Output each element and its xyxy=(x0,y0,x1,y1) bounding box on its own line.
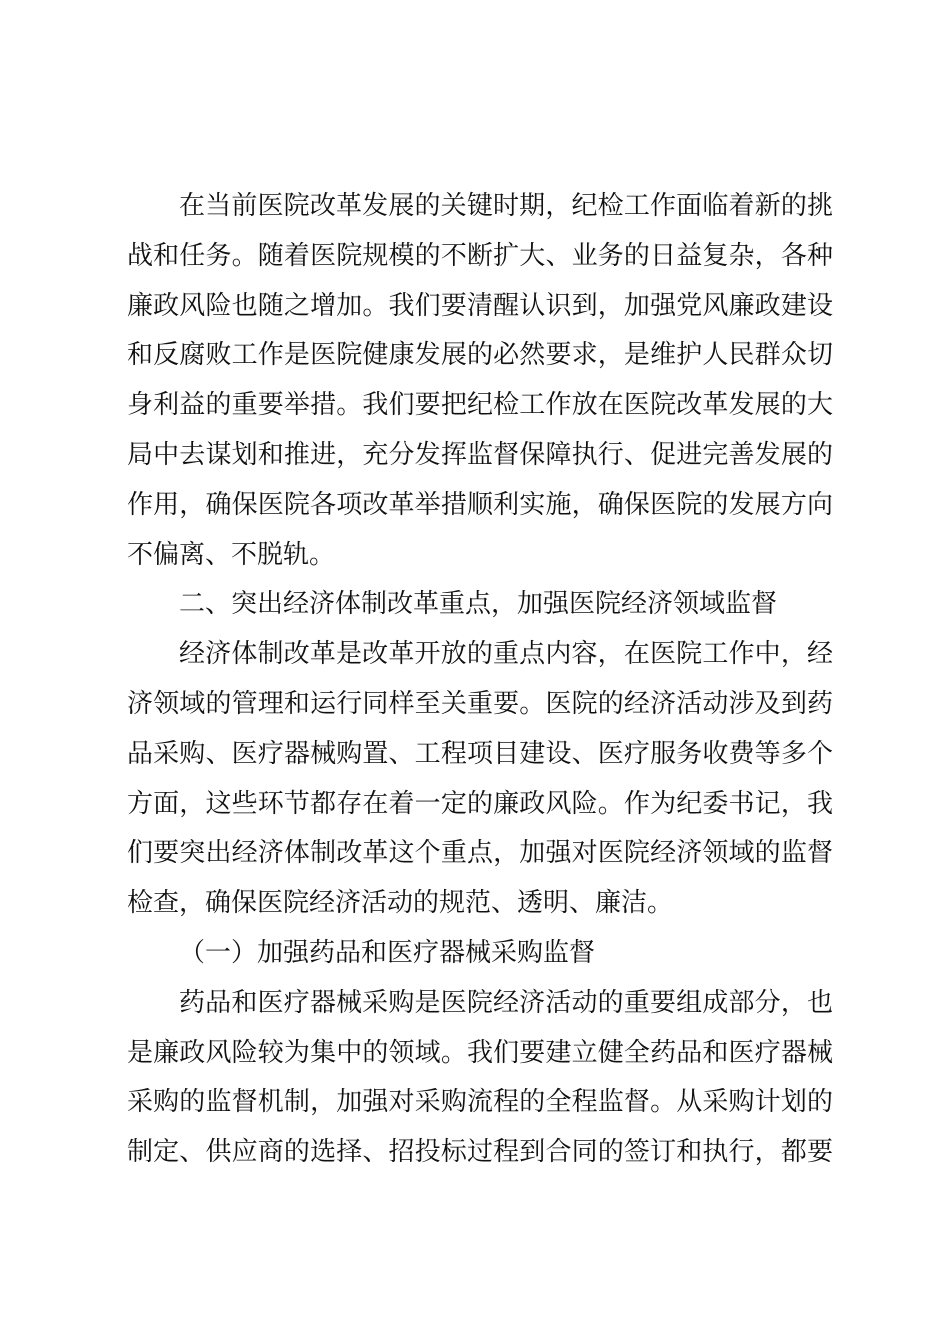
text-line: 在当前医院改革发展的关键时期，纪检工作面临着新的挑 xyxy=(179,191,833,221)
text-line: 战和任务。随着医院规模的不断扩大、业务的日益复杂，各种 xyxy=(127,240,833,271)
paragraph xyxy=(127,182,833,580)
section-heading xyxy=(127,929,833,979)
text-line: 经济体制改革是改革开放的重点内容，在医院工作中，经 xyxy=(179,639,833,670)
text-line: 检查，确保医院经济活动的规范、透明、廉洁。 xyxy=(127,888,674,919)
text-line: 济领域的管理和运行同样至关重要。医院的经济活动涉及到药 xyxy=(127,688,833,719)
text-line: 廉政风险也随之增加。我们要清醒认识到，加强党风廉政建设 xyxy=(127,290,833,321)
text-line: 方面，这些环节都存在着一定的廉政风险。作为纪委书记，我 xyxy=(127,788,833,819)
text-line: 身利益的重要举措。我们要把纪检工作放在医院改革发展的大 xyxy=(127,390,833,421)
paragraph xyxy=(127,979,833,1178)
text-line: 品采购、医疗器械购置、工程项目建设、医疗服务收费等多个 xyxy=(127,738,833,769)
text-line: 和反腐败工作是医院健康发展的必然要求，是维护人民群众切 xyxy=(127,340,833,371)
text-line: 作用，确保医院各项改革举措顺利实施，确保医院的发展方向 xyxy=(127,489,833,520)
text-line: 采购的监督机制，加强对采购流程的全程监督。从采购计划的 xyxy=(127,1087,833,1118)
document-body xyxy=(127,182,833,1178)
text-line: 制定、供应商的选择、招投标过程到合同的签订和执行，都要 xyxy=(127,1137,833,1168)
text-line: （一）加强药品和医疗器械采购监督 xyxy=(179,937,596,968)
text-line: 药品和医疗器械采购是医院经济活动的重要组成部分，也 xyxy=(179,987,833,1018)
text-line: 局中去谋划和推进，充分发挥监督保障执行、促进完善发展的 xyxy=(127,439,833,470)
paragraph xyxy=(127,630,833,929)
text-line: 是廉政风险较为集中的领域。我们要建立健全药品和医疗器械 xyxy=(127,1037,833,1068)
text-line: 们要突出经济体制改革这个重点，加强对医院经济领域的监督 xyxy=(127,838,833,869)
text-line: 二、突出经济体制改革重点，加强医院经济领域监督 xyxy=(179,589,778,620)
text-line: 不偏离、不脱轨。 xyxy=(127,539,336,570)
section-heading xyxy=(127,580,833,630)
